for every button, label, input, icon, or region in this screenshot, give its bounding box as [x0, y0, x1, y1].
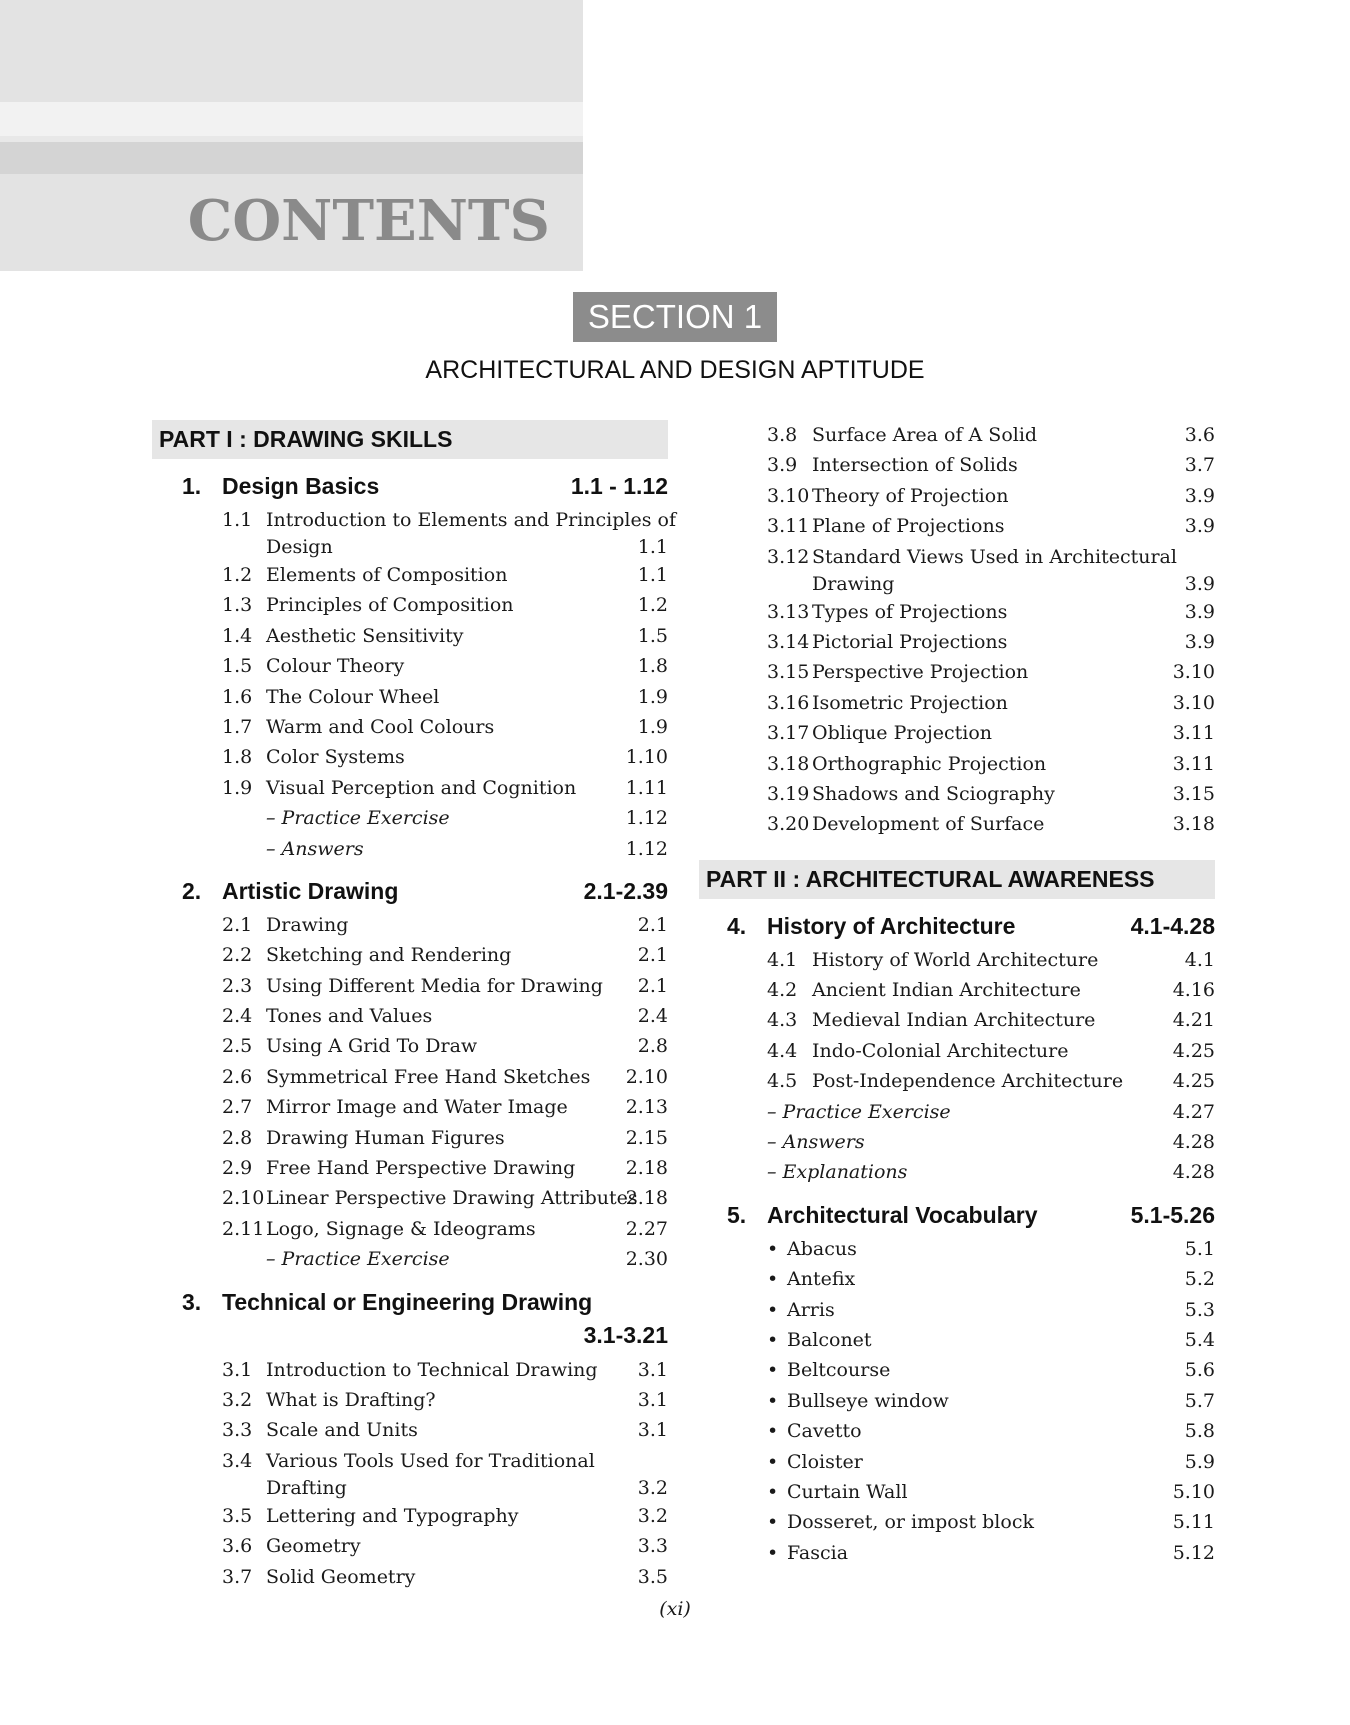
entry-number: 3.2 [222, 1388, 253, 1411]
entry-title: Pictorial Projections [812, 630, 1008, 653]
entry-title: Introduction to Elements and Principles of [266, 509, 677, 531]
entry-title: Sketching and Rendering [266, 944, 512, 967]
entry-title: Cloister [787, 1450, 863, 1473]
entry-page: 5.1 [1184, 1237, 1215, 1260]
toc-entry[interactable] [152, 742, 668, 772]
entry-title: Drawing Human Figures [266, 1126, 505, 1149]
entry-page: 2.8 [637, 1035, 668, 1058]
entry-number: 3.10 [767, 484, 810, 507]
entry-number: 3.20 [767, 813, 810, 836]
entry-number: 2.6 [222, 1065, 253, 1088]
entry-page: 2.18 [625, 1187, 668, 1210]
chapter-title: Artistic Drawing [222, 877, 399, 904]
entry-number: 3.16 [767, 691, 810, 714]
chapter-page-range: 3.1-3.21 [583, 1321, 668, 1348]
toc-entry[interactable] [152, 651, 668, 681]
entry-title: Antefix [787, 1268, 856, 1291]
entry-page: 4.16 [1172, 979, 1215, 1002]
entry-number: 3.19 [767, 782, 810, 805]
entry-page: 3.2 [637, 1476, 668, 1499]
entry-title: – Answers [266, 837, 364, 860]
part-heading: PART I : DRAWING SKILLS [152, 420, 668, 459]
entry-number: 4.5 [767, 1070, 798, 1093]
entry-page: 3.9 [1184, 630, 1215, 653]
entry-page: 5.8 [1184, 1420, 1215, 1443]
entry-title: Dosseret, or impost block [787, 1511, 1034, 1534]
vocab-entry[interactable] [699, 1295, 1215, 1325]
entry-page: 5.4 [1184, 1328, 1215, 1351]
entry-number: 3.14 [767, 630, 810, 653]
entry-title: – Practice Exercise [266, 807, 450, 830]
entry-page: 2.13 [625, 1096, 668, 1119]
toc-entry[interactable] [699, 420, 1215, 450]
entry-title: Shadows and Sciography [812, 782, 1055, 805]
chapter-heading[interactable] [152, 467, 668, 505]
toc-entry[interactable] [699, 975, 1215, 1005]
entry-number: 3.8 [767, 424, 798, 446]
toc-entry[interactable] [152, 1183, 668, 1213]
toc-entry[interactable] [152, 682, 668, 712]
entry-page: 3.11 [1172, 722, 1215, 745]
entry-page: 4.27 [1172, 1100, 1215, 1123]
entry-title: Development of Surface [812, 813, 1045, 836]
toc-entry[interactable] [152, 1415, 668, 1445]
toc-entry[interactable] [152, 1446, 668, 1501]
bullet-icon: • [767, 1268, 779, 1291]
toc-entry[interactable] [152, 1501, 668, 1531]
entry-page: 3.9 [1184, 572, 1215, 595]
entry-number: 1.9 [222, 776, 253, 799]
entry-number: 3.13 [767, 600, 810, 623]
toc-entry[interactable] [152, 1092, 668, 1122]
bullet-icon: • [767, 1389, 779, 1412]
page-number: (xi) [659, 1598, 691, 1620]
bullet-icon: • [767, 1237, 779, 1260]
entry-title: Linear Perspective Drawing Attributes [266, 1187, 638, 1210]
toc-entry[interactable] [152, 940, 668, 970]
toc-entry[interactable] [699, 481, 1215, 511]
vocab-entry[interactable] [699, 1507, 1215, 1537]
toc-entry[interactable] [152, 1123, 668, 1153]
entry-page: 4.28 [1172, 1161, 1215, 1184]
chapter-heading[interactable] [699, 1196, 1215, 1234]
bullet-icon: • [767, 1420, 779, 1443]
entry-page: 5.12 [1172, 1541, 1215, 1564]
entry-title-cont: Drafting [266, 1476, 347, 1499]
vocab-entry[interactable] [699, 1234, 1215, 1264]
entry-title: Isometric Projection [812, 691, 1008, 714]
entry-page: 3.9 [1184, 515, 1215, 538]
entry-page: 2.10 [625, 1065, 668, 1088]
toc-entry[interactable] [699, 749, 1215, 779]
entry-number: 2.3 [222, 974, 253, 997]
entry-page: 1.10 [625, 746, 668, 769]
toc-entry[interactable] [699, 1036, 1215, 1066]
toc-entry[interactable] [152, 1062, 668, 1092]
entry-number: 3.6 [222, 1535, 253, 1558]
toc-entry[interactable] [152, 1214, 668, 1244]
entry-title: Orthographic Projection [812, 752, 1047, 775]
entry-number: 2.9 [222, 1157, 253, 1180]
entry-number: 2.7 [222, 1096, 253, 1119]
bullet-icon: • [767, 1541, 779, 1564]
vocab-entry[interactable] [699, 1325, 1215, 1355]
entry-page: 1.12 [625, 837, 668, 860]
chapter-page-range: 2.1-2.39 [583, 877, 668, 904]
entry-title: Types of Projections [812, 600, 1008, 623]
entry-page: 3.18 [1172, 813, 1215, 836]
entry-title: Indo-Colonial Architecture [812, 1039, 1069, 1062]
bullet-icon: • [767, 1511, 779, 1534]
entry-page: 1.1 [637, 536, 668, 558]
toc-entry[interactable] [152, 1355, 668, 1385]
entry-number: 3.7 [222, 1565, 253, 1588]
header-band-top [0, 0, 583, 102]
toc-entry[interactable] [152, 1153, 668, 1183]
bullet-icon: • [767, 1328, 779, 1351]
part-heading: PART II : ARCHITECTURAL AWARENESS [699, 860, 1215, 899]
entry-title: Perspective Projection [812, 661, 1029, 684]
vocab-entry[interactable] [699, 1355, 1215, 1385]
entry-page: 4.21 [1172, 1009, 1215, 1032]
entry-title: Cavetto [787, 1420, 862, 1443]
entry-page: 4.25 [1172, 1039, 1215, 1062]
entry-page: 5.9 [1184, 1450, 1215, 1473]
header-band-dark [0, 142, 583, 174]
entry-number: 1.1 [222, 509, 253, 531]
toc-entry[interactable] [699, 718, 1215, 748]
entry-title: Aesthetic Sensitivity [266, 624, 464, 647]
chapter-heading[interactable] [152, 872, 668, 910]
entry-page: 3.7 [1184, 454, 1215, 477]
toc-entry[interactable] [152, 505, 677, 560]
right-column [699, 420, 1215, 1568]
entry-page: 1.12 [625, 807, 668, 830]
entry-title: Lettering and Typography [266, 1504, 519, 1527]
entry-number: 2.11 [222, 1217, 265, 1240]
entry-title: Solid Geometry [266, 1565, 416, 1588]
entry-page: 3.10 [1172, 691, 1215, 714]
entry-title: Scale and Units [266, 1419, 418, 1442]
toc-entry[interactable] [152, 1562, 668, 1592]
entry-title: Theory of Projection [812, 484, 1009, 507]
bullet-icon: • [767, 1298, 779, 1321]
entry-page: 2.27 [625, 1217, 668, 1240]
entry-title: Principles of Composition [266, 594, 514, 617]
entry-number: 3.4 [222, 1449, 253, 1472]
entry-number: 4.4 [767, 1039, 798, 1062]
entry-title-cont: Design [266, 536, 333, 558]
entry-page: 1.9 [637, 715, 668, 738]
entry-page: 1.1 [637, 564, 668, 586]
entry-title: Arris [787, 1298, 835, 1321]
entry-title: Elements of Composition [266, 564, 508, 586]
chapter-number: 2. [182, 877, 202, 904]
entry-title: Oblique Projection [812, 722, 993, 745]
entry-title: Drawing [266, 913, 349, 936]
entry-title: Abacus [787, 1237, 857, 1260]
entry-number: 2.1 [222, 913, 253, 936]
entry-page: 2.15 [625, 1126, 668, 1149]
entry-number: 1.3 [222, 594, 253, 617]
toc-entry[interactable] [699, 1157, 1215, 1187]
chapter-title: History of Architecture [767, 912, 1016, 939]
left-column [152, 420, 677, 1592]
chapter-title: Technical or Engineering Drawing [222, 1288, 593, 1315]
entry-page: 3.2 [637, 1504, 668, 1527]
entry-number: 2.10 [222, 1187, 265, 1210]
entry-page: 5.3 [1184, 1298, 1215, 1321]
toc-entry[interactable] [699, 542, 1215, 597]
entry-title: Warm and Cool Colours [266, 715, 495, 738]
toc-entry[interactable] [152, 1001, 668, 1031]
toc-entry[interactable] [699, 627, 1215, 657]
chapter-heading[interactable] [699, 907, 1215, 945]
entry-title: Introduction to Technical Drawing [266, 1358, 598, 1381]
vocab-entry[interactable] [699, 1538, 1215, 1568]
toc-entry[interactable] [152, 1385, 668, 1415]
entry-number: 1.2 [222, 564, 253, 586]
page-title: CONTENTS [187, 188, 550, 254]
entry-title: – Explanations [767, 1161, 908, 1184]
toc-entry[interactable] [152, 773, 668, 803]
toc-entry[interactable] [699, 809, 1215, 839]
toc-entry[interactable] [152, 621, 668, 651]
vocab-entry[interactable] [699, 1477, 1215, 1507]
entry-page: 2.1 [637, 913, 668, 936]
entry-number: 1.4 [222, 624, 253, 647]
toc-entry[interactable] [152, 910, 668, 940]
entry-page: 3.6 [1184, 424, 1215, 446]
toc-entry[interactable] [699, 945, 1215, 975]
entry-number: 2.2 [222, 944, 253, 967]
toc-entry[interactable] [699, 1097, 1215, 1127]
entry-page: 3.11 [1172, 752, 1215, 775]
entry-number: 4.2 [767, 979, 798, 1002]
entry-page: 5.2 [1184, 1268, 1215, 1291]
entry-page: 2.1 [637, 974, 668, 997]
entry-page: 3.15 [1172, 782, 1215, 805]
entry-page: 1.8 [637, 655, 668, 678]
header-band-light [0, 102, 583, 136]
entry-number: 1.8 [222, 746, 253, 769]
toc-entry[interactable] [699, 597, 1215, 627]
entry-title: Symmetrical Free Hand Sketches [266, 1065, 591, 1088]
entry-number: 4.3 [767, 1009, 798, 1032]
entry-page: 2.4 [637, 1005, 668, 1028]
entry-title: Various Tools Used for Traditional [266, 1449, 595, 1472]
chapter-heading[interactable] [152, 1283, 668, 1355]
entry-title: Beltcourse [787, 1359, 891, 1382]
entry-page: 4.28 [1172, 1131, 1215, 1154]
entry-page: 2.1 [637, 944, 668, 967]
entry-title: Surface Area of A Solid [812, 424, 1038, 446]
bullet-icon: • [767, 1480, 779, 1503]
entry-number: 2.4 [222, 1005, 253, 1028]
entry-page: 5.10 [1172, 1480, 1215, 1503]
entry-page: 5.6 [1184, 1359, 1215, 1382]
toc-entry[interactable] [152, 1031, 668, 1061]
entry-title: – Practice Exercise [767, 1100, 951, 1123]
bullet-icon: • [767, 1359, 779, 1382]
section-badge: SECTION 1 [573, 292, 777, 342]
toc-entry[interactable] [152, 590, 668, 620]
entry-title: Post-Independence Architecture [812, 1070, 1124, 1093]
entry-title: Plane of Projections [812, 515, 1005, 538]
entry-number: 3.18 [767, 752, 810, 775]
entry-title: Balconet [787, 1328, 872, 1351]
entry-title: Colour Theory [266, 655, 405, 678]
chapter-page-range: 5.1-5.26 [1130, 1201, 1215, 1228]
toc-entry[interactable] [152, 834, 668, 864]
chapter-number: 3. [182, 1288, 202, 1315]
entry-number: 3.5 [222, 1504, 253, 1527]
entry-page: 3.1 [637, 1419, 668, 1442]
entry-title: History of World Architecture [812, 948, 1099, 971]
entry-title: Medieval Indian Architecture [812, 1009, 1096, 1032]
entry-page: 3.10 [1172, 661, 1215, 684]
entry-page: 2.18 [625, 1157, 668, 1180]
entry-page: 5.7 [1184, 1389, 1215, 1412]
entry-number: 1.6 [222, 685, 253, 708]
entry-page: 4.1 [1184, 948, 1215, 971]
entry-title: Ancient Indian Architecture [812, 979, 1081, 1002]
vocab-entry[interactable] [699, 1447, 1215, 1477]
chapter-title: Architectural Vocabulary [767, 1201, 1038, 1228]
entry-title: – Answers [767, 1131, 865, 1154]
entry-page: 3.9 [1184, 600, 1215, 623]
vocab-entry[interactable] [699, 1416, 1215, 1446]
entry-number: 1.5 [222, 655, 253, 678]
entry-page: 3.9 [1184, 484, 1215, 507]
entry-page: 3.3 [637, 1535, 668, 1558]
entry-number: 3.15 [767, 661, 810, 684]
bullet-icon: • [767, 1450, 779, 1473]
section-subtitle: ARCHITECTURAL AND DESIGN APTITUDE [425, 356, 925, 384]
entry-title: Intersection of Solids [812, 454, 1018, 477]
entry-page: 3.1 [637, 1388, 668, 1411]
toc-entry[interactable] [152, 803, 668, 833]
chapter-page-range: 4.1-4.28 [1130, 912, 1215, 939]
entry-page: 1.5 [637, 624, 668, 647]
chapter-number: 1. [182, 473, 202, 499]
entry-title: Color Systems [266, 746, 405, 769]
chapter-number: 4. [727, 912, 747, 939]
entry-page: 1.11 [625, 776, 668, 799]
entry-number: 3.11 [767, 515, 810, 538]
chapter-page-range: 1.1 - 1.12 [570, 473, 668, 499]
entry-number: 3.3 [222, 1419, 253, 1442]
toc-entry[interactable] [699, 450, 1215, 480]
entry-page: 3.5 [637, 1565, 668, 1588]
entry-number: 3.1 [222, 1358, 253, 1381]
toc-entry[interactable] [699, 688, 1215, 718]
entry-title: Fascia [787, 1541, 849, 1564]
chapter-number: 5. [727, 1201, 747, 1228]
entry-number: 3.12 [767, 545, 810, 568]
toc-entry[interactable] [699, 1127, 1215, 1157]
toc-entry[interactable] [699, 1005, 1215, 1035]
entry-number: 3.9 [767, 454, 798, 477]
toc-entry[interactable] [699, 1066, 1215, 1096]
toc-entry[interactable] [699, 779, 1215, 809]
entry-title: The Colour Wheel [266, 685, 440, 708]
toc-entry[interactable] [152, 712, 668, 742]
chapter-title: Design Basics [222, 473, 380, 499]
entry-number: 3.17 [767, 722, 810, 745]
toc-entry[interactable] [152, 1531, 668, 1561]
entry-title: Standard Views Used in Architectural [812, 545, 1177, 568]
toc-entry[interactable] [152, 971, 668, 1001]
entry-title: What is Drafting? [266, 1388, 436, 1411]
toc-entry[interactable] [699, 511, 1215, 541]
toc-entry[interactable] [152, 560, 668, 590]
entry-page: 4.25 [1172, 1070, 1215, 1093]
entry-page: 2.30 [625, 1248, 668, 1271]
entry-page: 3.1 [637, 1358, 668, 1381]
entry-page: 1.2 [637, 594, 668, 617]
entry-title: Visual Perception and Cognition [266, 776, 577, 799]
entry-title: Mirror Image and Water Image [266, 1096, 568, 1119]
entry-title: – Practice Exercise [266, 1248, 450, 1271]
vocab-entry[interactable] [699, 1264, 1215, 1294]
entry-title-cont: Drawing [812, 572, 895, 595]
entry-number: 2.8 [222, 1126, 253, 1149]
entry-number: 4.1 [767, 948, 798, 971]
toc-entry[interactable] [699, 657, 1215, 687]
vocab-entry[interactable] [699, 1386, 1215, 1416]
entry-title: Free Hand Perspective Drawing [266, 1157, 576, 1180]
toc-entry[interactable] [152, 1244, 668, 1274]
entry-page: 5.11 [1172, 1511, 1215, 1534]
entry-number: 2.5 [222, 1035, 253, 1058]
entry-title: Bullseye window [787, 1389, 949, 1412]
entry-title: Using Different Media for Drawing [266, 974, 603, 997]
entry-title: Using A Grid To Draw [266, 1035, 478, 1058]
entry-title: Geometry [266, 1535, 361, 1558]
entry-title: Tones and Values [266, 1005, 433, 1028]
entry-title: Curtain Wall [787, 1480, 908, 1503]
entry-page: 1.9 [637, 685, 668, 708]
entry-number: 1.7 [222, 715, 253, 738]
entry-title: Logo, Signage & Ideograms [266, 1217, 536, 1240]
